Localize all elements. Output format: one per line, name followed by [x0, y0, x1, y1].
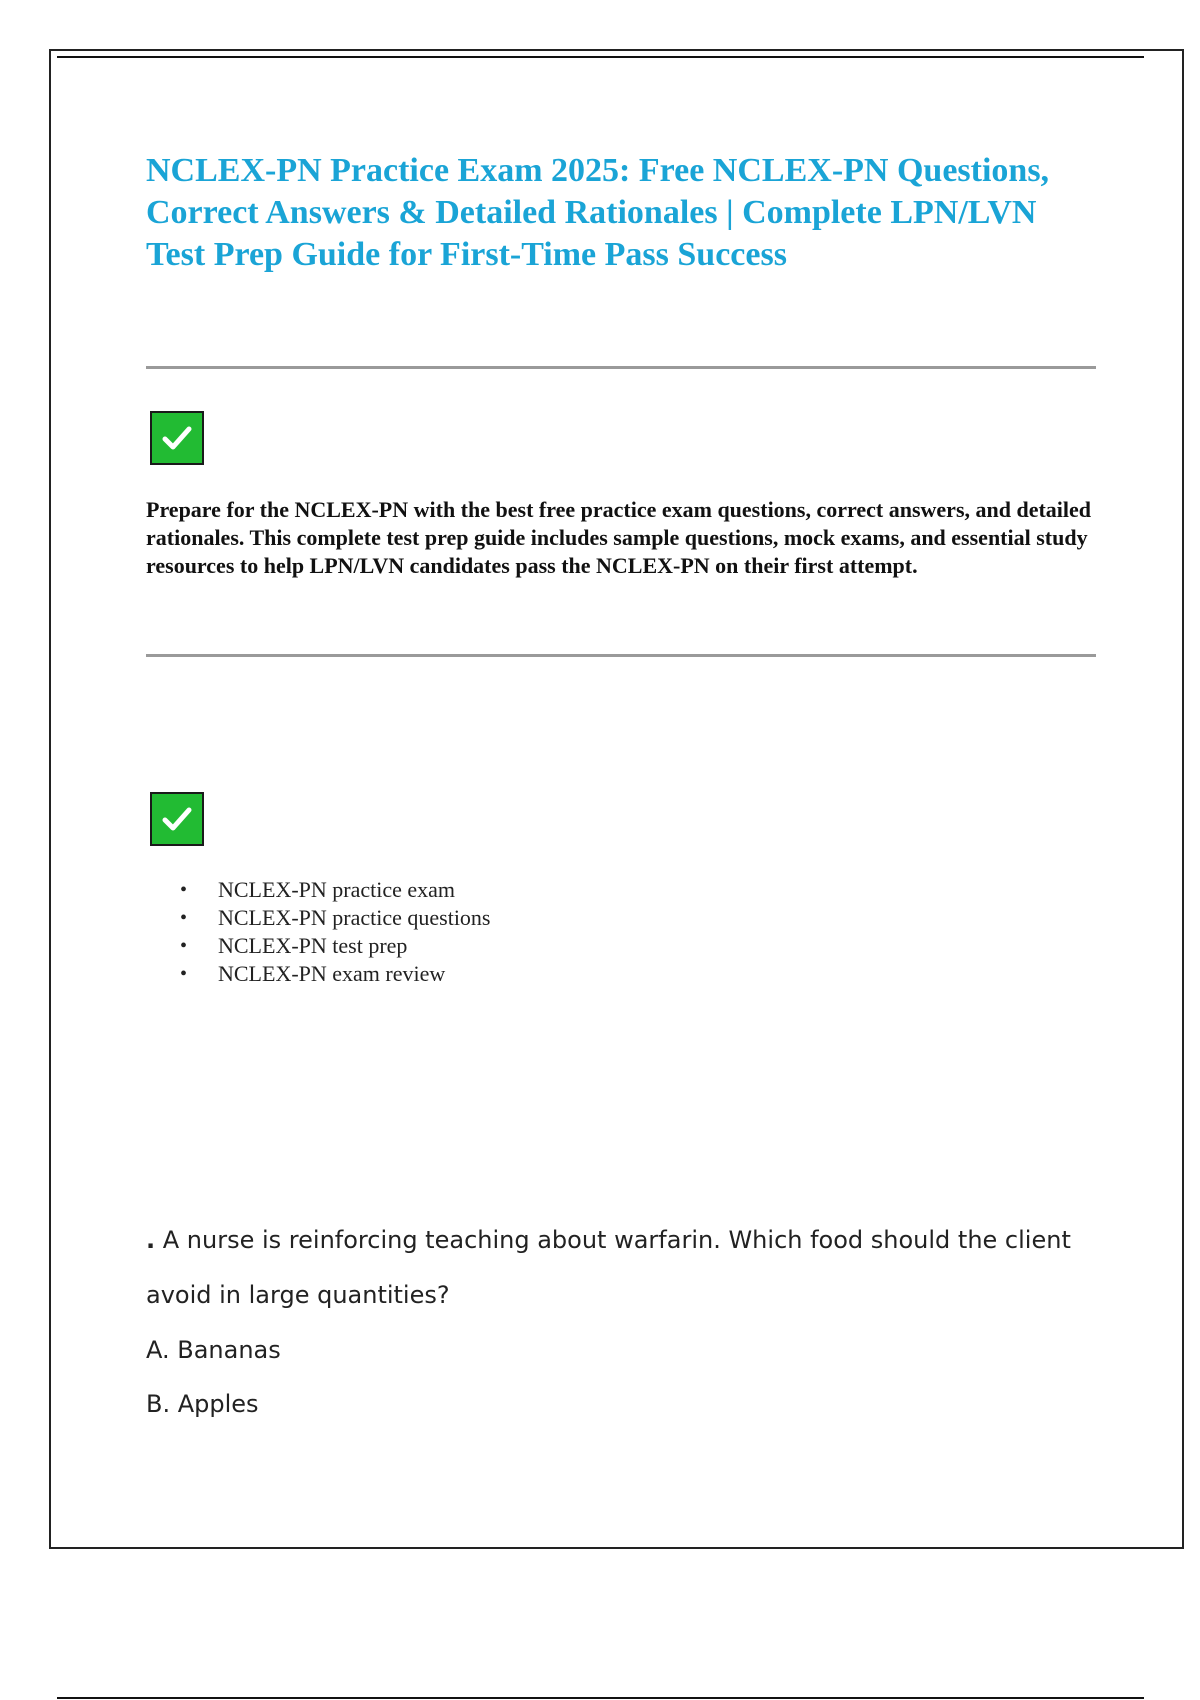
document-title: NCLEX-PN Practice Exam 2025: Free NCLEX-PN Questions, Correct Answers & Detailed Rationales | Complete LPN/LVN Test Prep Guide for First-Time Pass Success	[146, 152, 1050, 273]
keyword-text: NCLEX-PN exam review	[218, 961, 446, 986]
list-item	[146, 904, 1046, 932]
bullet-icon: •	[180, 963, 188, 985]
keyword-text: NCLEX-PN practice questions	[218, 905, 491, 930]
document-description: Prepare for the NCLEX-PN with the best free practice exam questions, correct answers, and detailed rationales. This complete test prep guide includes sample questions, mock exams, and essential study resources to help LPN/LVN candidates pass the NCLEX-PN on their first attempt.	[146, 497, 1092, 578]
bottom-rule	[57, 1697, 1144, 1699]
checkmark-icon	[150, 792, 204, 846]
keyword-text: NCLEX-PN practice exam	[218, 877, 456, 902]
keyword-text: NCLEX-PN test prep	[218, 933, 408, 958]
question-body: A nurse is reinforcing teaching about warfarin. Which food should the client avoid in large quantities?	[146, 1226, 1071, 1309]
divider	[146, 654, 1096, 657]
keyword-list	[146, 876, 1046, 988]
bullet-icon: •	[180, 935, 188, 957]
checkmark-icon	[150, 411, 204, 465]
list-item	[146, 960, 1046, 988]
bullet-icon: •	[180, 879, 188, 901]
list-item	[146, 876, 1046, 904]
question-text	[146, 1213, 1106, 1323]
bullet-icon: •	[180, 907, 188, 929]
top-rule	[57, 56, 1144, 58]
divider	[146, 366, 1096, 369]
question-prefix: .	[146, 1226, 156, 1254]
answer-option-b: B. Apples	[146, 1390, 259, 1418]
answer-option-a: A. Bananas	[146, 1336, 281, 1364]
list-item	[146, 932, 1046, 960]
